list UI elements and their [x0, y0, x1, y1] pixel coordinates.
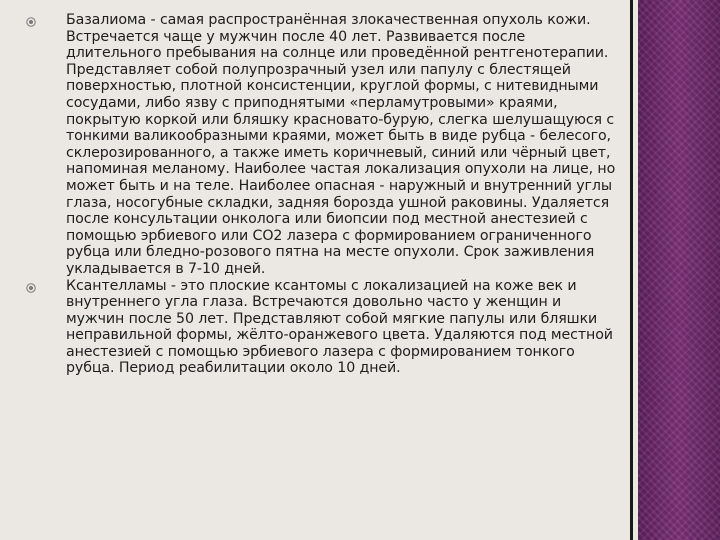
bullet-term: Ксантелламы	[66, 277, 167, 294]
bullet-item-xanthelasma	[26, 278, 618, 378]
bullet-text	[66, 12, 618, 278]
circle-bullet-icon	[26, 17, 36, 27]
bullet-description: - самая распространённая злокачественная опухоль кожи. Встречается чаще у мужчин после 40 лет. Развивается после длительного пребывания на солнце или проведённой рентгенотерапии. Представляет собой полупрозрачный узел или папулу с блестящей поверхностью, плотной консистенции, круглой формы, с нитевидными сосудами, либо язву с приподнятыми «перламутровыми» краями, покрытую коркой или бляшку красновато-бурую, слегка шелушащуюся с тонкими валикообразными краями, может быть в виде рубца - белесого, склерозированного, а также иметь коричневый, синий или чёрный цвет, напоминая меланому. Наиболее частая локализация опухоли на лице, но может быть и на теле. Наиболее опасная - наружный и внутренний углы глаза, носогубные складки, задняя борозда ушной раковины. Удаляется после консультации онколога или биопсии под местной анестезией с помощью эрбиевого или СО2 лазера с формированием ограниченного рубца или бледно-розового пятна на месте опухоли. Срок заживления укладывается в 7-10 дней.	[66, 12, 616, 277]
bullet-description: - это плоские ксантомы с локализацией на коже век и внутреннего угла глаза. Встречаются довольно часто у женщин и мужчин после 50 лет. Представляют собой мягкие папулы или бляшки неправильной формы, жёлто-оранжевого цвета. Удаляются под местной анестезией с помощью эрбиевого лазера с формированием тонкого рубца. Период реабилитации около 10 дней.	[66, 277, 613, 377]
bullet-text	[66, 278, 618, 378]
decorative-side-panel	[638, 0, 720, 540]
bullet-item-basalioma	[26, 12, 618, 278]
divider-line	[630, 0, 633, 540]
bullet-term: Базалиома	[66, 12, 147, 28]
circle-bullet-icon	[26, 283, 36, 293]
content-area	[26, 12, 618, 377]
